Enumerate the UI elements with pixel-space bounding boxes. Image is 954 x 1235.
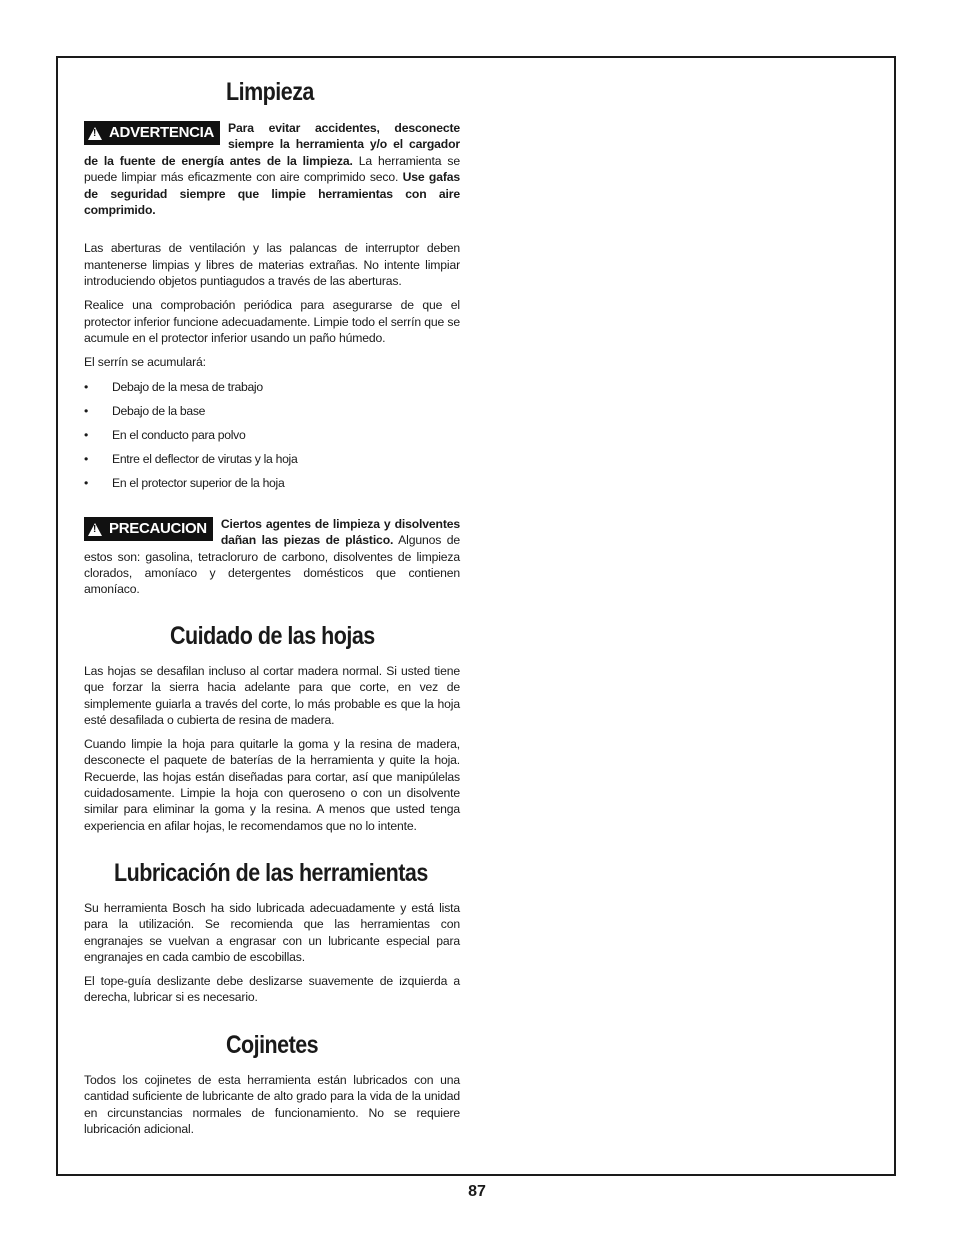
section-hojas <box>84 663 460 842</box>
section-cojinetes <box>84 1072 460 1145</box>
section-limpieza <box>84 120 460 499</box>
lubricacion-paragraph-2: El tope-guía deslizante debe deslizarse suavemente de izquierda a derecha, lubricar si es necesario. <box>84 974 460 1005</box>
caution-badge <box>84 517 213 541</box>
warning-paragraph <box>84 120 460 218</box>
heading-cojinetes: Cojinetes <box>226 1031 319 1059</box>
caution-triangle-icon <box>88 523 102 536</box>
limpieza-paragraph-1: Las aberturas de ventilación y las palancas de interruptor deben mantenerse limpias y libres de materias extrañas. No intente limpiar introduciendo objetos puntiagudos a través de las aberturas. <box>84 241 460 289</box>
caution-block <box>84 516 460 605</box>
lubricacion-paragraph-1: Su herramienta Bosch ha sido lubricada adecuadamente y está lista para la utilización. Se recomienda que las herramientas con engranajes se vuelvan a engrasar con un lubricante especial para engranajes en cada cambio de escobillas. <box>84 901 460 964</box>
sawdust-list <box>84 379 460 491</box>
list-item: • Debajo de la mesa de trabajo <box>84 379 460 395</box>
caution-paragraph <box>84 516 460 597</box>
page-number: 87 <box>468 1183 486 1200</box>
list-item: • Entre el deflector de virutas y la hoja <box>84 451 460 467</box>
limpieza-paragraph-3: El serrín se acumulará: <box>84 355 206 370</box>
list-item: • En el conducto para polvo <box>84 427 460 443</box>
cojinetes-paragraph-1: Todos los cojinetes de esta herramienta están lubricados con una cantidad suficiente de lubricante de alto grado para la vida de la unidad en circunstancias normales de funcionamiento. No se requiere lubricación adicional. <box>84 1073 460 1136</box>
warning-badge <box>84 121 220 145</box>
list-item: • Debajo de la base <box>84 403 460 419</box>
limpieza-paragraph-2: Realice una comprobación periódica para asegurarse de que el protector inferior funcione adecuadamente. Limpie todo el serrín que se acumule en el protector inferior usando un paño húmedo. <box>84 298 460 345</box>
list-item: • En el protector superior de la hoja <box>84 475 460 491</box>
hojas-paragraph-1: Las hojas se desafilan incluso al cortar madera normal. Si usted tiene que forzar la sierra hacia adelante para que corte, en vez de simplemente guiarla a través del corte, lo más probable es que la hoja esté desafilada o cubierta de resina de madera. <box>84 664 460 727</box>
warning-bold-text-2: Use gafas de seguridad siempre que limpie herramientas con aire comprimido. <box>84 170 461 218</box>
heading-limpieza: Limpieza <box>226 78 314 106</box>
section-lubricacion <box>84 900 460 1014</box>
warning-text: La herramienta se puede limpiar más eficazmente con aire comprimido seco. <box>84 153 460 185</box>
hojas-paragraph-2: Cuando limpie la hoja para quitarle la goma y la resina de madera, desconecte el paquete de baterías de la herramienta y quite la hoja. Recuerde, las hojas están diseñadas para cortar, así que manipúlelas cuidadosamente. Limpie la hoja con queroseno o con un disolvente similar para eliminar la goma y la resina. A menos que usted tenga experiencia en afilar hojas, le recomendamos que no lo intente. <box>84 737 460 833</box>
warning-label: ADVERTENCIA <box>109 123 215 141</box>
warning-triangle-icon <box>88 127 102 140</box>
heading-lubricacion: Lubricación de las herramientas <box>114 859 428 887</box>
caution-label: PRECAUCION <box>109 519 207 537</box>
heading-cuidado-hojas: Cuidado de las hojas <box>170 622 375 650</box>
warning-bold-text: Para evitar accidentes, desconecte siempre la herramienta y/o el cargador de la fuente de energía antes de la limpieza. <box>84 121 460 168</box>
caution-bold-text: Ciertos agentes de limpieza y disolventes dañan las piezas de plástico. <box>220 517 460 548</box>
caution-text: Algunos de estos son: gasolina, tetracloruro de carbono, disolventes de limpieza clorados, amoníaco y detergentes domésticos que contienen amoníaco. <box>84 533 460 597</box>
